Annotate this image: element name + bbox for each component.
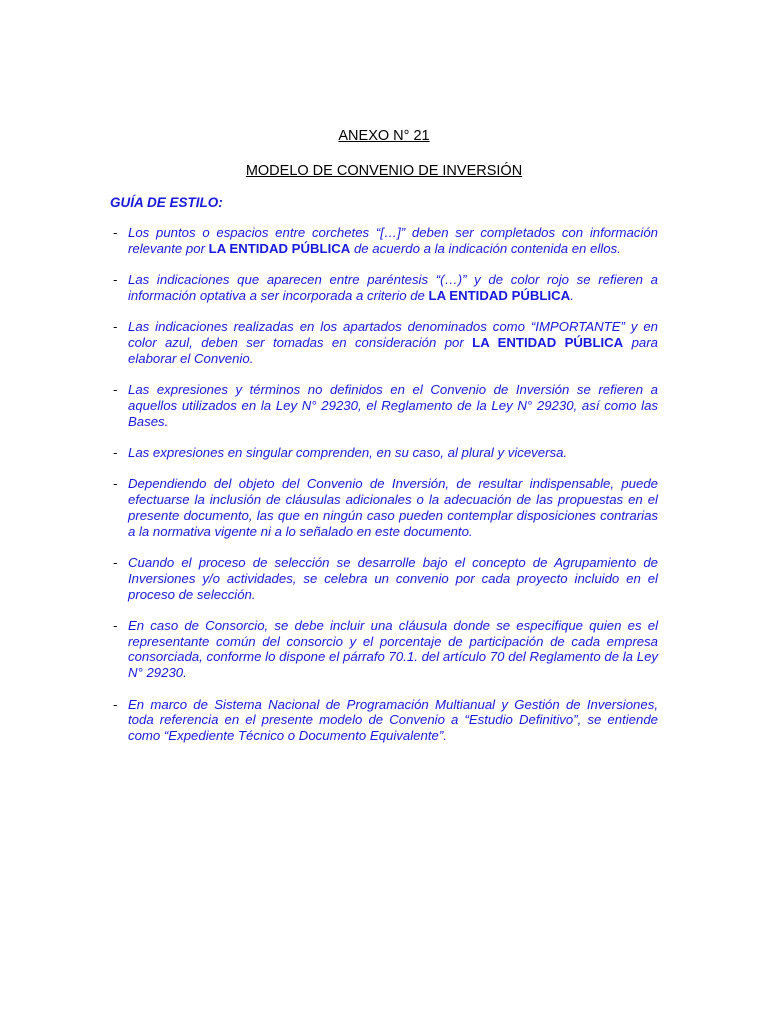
guide-item: [110, 445, 658, 461]
guide-item-text-end: para elaborar el Convenio.: [128, 334, 658, 366]
guide-item-text: Las indicaciones que aparecen entre paréntesis “(…)” y de color rojo se refieren a información optativa a ser incorporada a criterio de: [128, 272, 658, 303]
guide-item-text: Las expresiones y términos no definidos en el Convenio de Inversión se refieren a aquellos utilizados en la Ley N° 29230, el Reglamento de la Ley N° 29230, así como las Bases.: [128, 382, 658, 429]
guide-item-text: En caso de Consorcio, se debe incluir una cláusula donde se especifique quien es el representante común del consorcio y el porcentaje de participación de cada empresa consorciada, conforme lo dispone el párrafo 70.1. del artículo 70 del Reglamento de la Ley N° 29230.: [128, 617, 658, 681]
guide-item-text-end: .: [570, 287, 574, 303]
guide-item: [110, 319, 658, 366]
entity-emphasis: LA ENTIDAD PÚBLICA: [208, 240, 351, 256]
guide-item: [110, 476, 658, 539]
guide-item-text: Dependiendo del objeto del Convenio de Inversión, de resultar indispensable, puede efectuarse la inclusión de cláusulas adicionales o la adecuación de las propuestas en el presente documento, las que en ningún caso pueden contemplar disposiciones contrarias a la normativa vigente ni a lo señalado en este documento.: [128, 476, 658, 539]
guide-item: [110, 225, 658, 257]
guide-item-text: Las expresiones en singular comprenden, en su caso, al plural y viceversa.: [128, 444, 568, 460]
entity-emphasis: LA ENTIDAD PÚBLICA: [428, 287, 571, 303]
guide-item-text: Los puntos o espacios entre corchetes “[…]” deben ser completados con información relevante por: [128, 225, 658, 256]
bullet-dash: -: [113, 696, 118, 712]
annex-title: ANEXO N° 21: [338, 128, 430, 144]
entity-emphasis: LA ENTIDAD PÚBLICA: [472, 334, 624, 350]
guide-item: [110, 697, 658, 744]
guide-item: [110, 618, 658, 681]
guide-item-text: Cuando el proceso de selección se desarrolle bajo el concepto de Agrupamiento de Inversiones y/o actividades, se celebra un convenio por cada proyecto incluido en el proceso de selección.: [128, 554, 658, 602]
guide-item: [110, 382, 658, 429]
bullet-dash: -: [113, 272, 118, 288]
guide-item: [110, 272, 658, 304]
bullet-dash: -: [113, 319, 118, 335]
bullet-dash: -: [113, 554, 118, 570]
bullet-dash: -: [113, 444, 118, 460]
style-guide-list: [110, 225, 658, 759]
guide-item: [110, 555, 658, 602]
style-guide-heading: GUÍA DE ESTILO:: [110, 195, 223, 210]
bullet-dash: -: [113, 617, 118, 633]
guide-item-text: En marco de Sistema Nacional de Programación Multianual y Gestión de Inversiones, toda referencia en el presente modelo de Convenio a “Estudio Definitivo”, se entiende como “Expediente Técnico o Documento Equivalente”.: [128, 696, 658, 744]
guide-item-text: Las indicaciones realizadas en los apartados denominados como “IMPORTANTE” y en color azul, deben ser tomadas en consideración por: [128, 319, 658, 350]
agreement-model-title: MODELO DE CONVENIO DE INVERSIÓN: [245, 163, 523, 179]
guide-item-text-end: de acuerdo a la indicación contenida en ellos.: [350, 240, 621, 256]
bullet-dash: -: [113, 225, 118, 240]
bullet-dash: -: [113, 476, 118, 492]
bullet-dash: -: [113, 382, 118, 398]
